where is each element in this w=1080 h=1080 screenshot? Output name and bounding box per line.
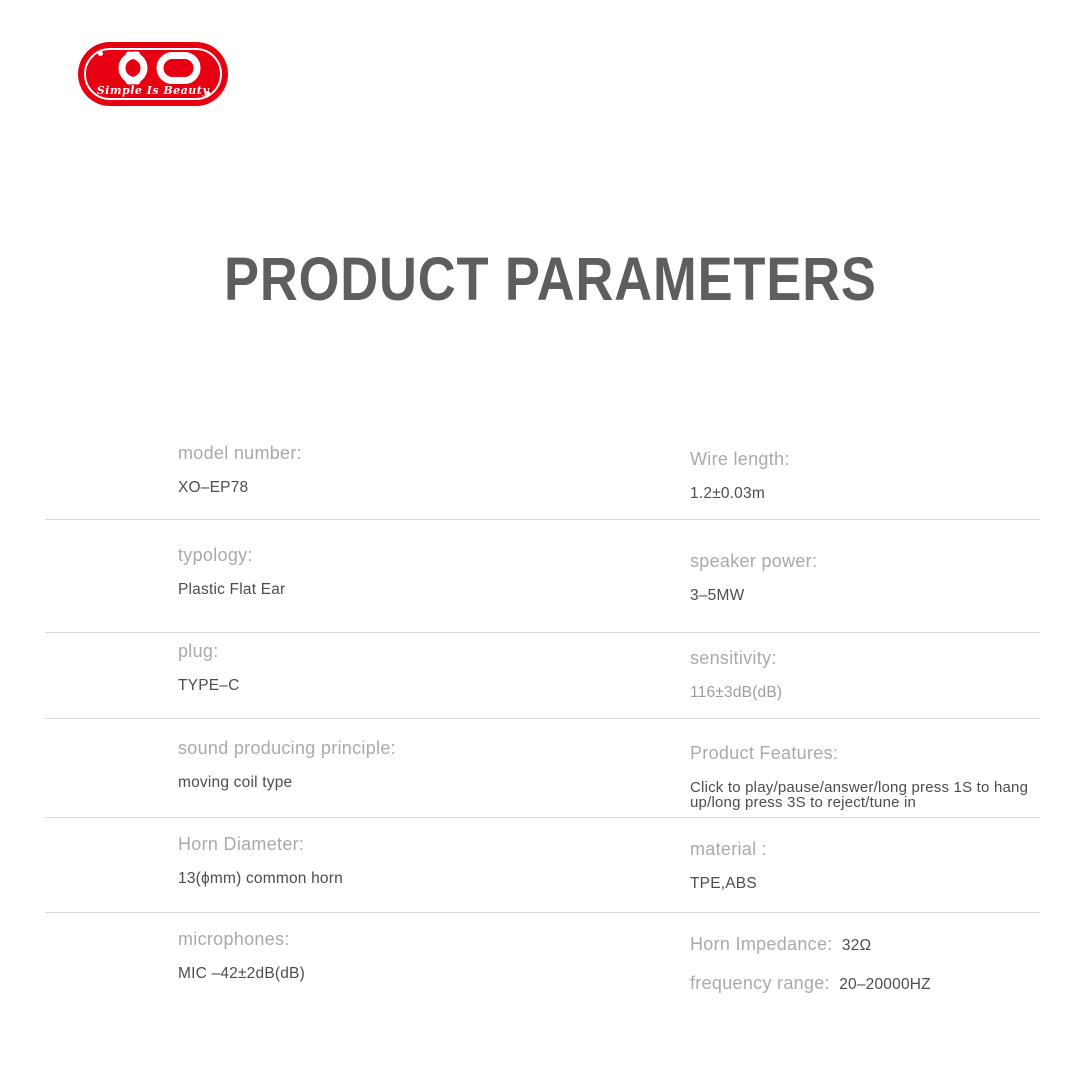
spec-impedance-frequency (690, 913, 1040, 995)
spec-material (690, 818, 1040, 892)
spec-label: sensitivity: (690, 648, 777, 668)
spec-label: typology: (178, 545, 253, 565)
spec-label: frequency range: (690, 973, 840, 993)
spec-sensitivity (690, 633, 1040, 701)
spec-label: speaker power: (690, 551, 818, 571)
spec-horn-impedance (690, 934, 1040, 956)
spec-label: model number: (178, 443, 302, 463)
spec-value: Plastic Flat Ear (178, 581, 286, 598)
spec-horn-diameter (178, 818, 648, 887)
spec-row-mic-impedance (45, 913, 1040, 1010)
spec-label: material : (690, 839, 768, 859)
spec-table (45, 430, 1040, 1010)
spec-speaker-power (690, 520, 1040, 604)
logo-dot-top-left (98, 51, 103, 56)
spec-row-horn-material (45, 818, 1040, 913)
spec-frequency-range (690, 973, 1040, 995)
spec-value: 32Ω (841, 937, 872, 954)
page-title: PRODUCT PARAMETERS (224, 245, 877, 313)
spec-sound-principle (178, 719, 648, 791)
spec-label: Wire length: (690, 449, 790, 469)
spec-value: TPE,ABS (690, 875, 757, 892)
spec-model-number (178, 430, 648, 496)
spec-label: microphones: (178, 929, 290, 949)
spec-value: 13(ϕmm) common horn (178, 870, 343, 887)
spec-plug (178, 633, 648, 694)
spec-microphones (178, 913, 648, 982)
xo-brand-mark-icon (105, 51, 201, 85)
logo-tagline: Simple Is Beauty (96, 84, 210, 97)
spec-row-principle-features (45, 719, 1040, 818)
spec-typology (178, 520, 648, 598)
spec-row-model-wire (45, 430, 1040, 520)
spec-row-typology-power (45, 520, 1040, 633)
spec-wire-length (690, 430, 1040, 502)
xo-logo (78, 42, 228, 106)
spec-value: 3–5MW (690, 587, 745, 604)
spec-label: Product Features: (690, 743, 839, 763)
spec-label: plug: (178, 641, 219, 661)
spec-value: moving coil type (178, 774, 293, 791)
spec-value: 116±3dB(dB) (690, 684, 783, 701)
spec-label: sound producing principle: (178, 738, 396, 758)
spec-value: MIC –42±2dB(dB) (178, 965, 305, 982)
spec-product-features (690, 719, 1040, 810)
spec-value: TYPE–C (178, 677, 240, 694)
spec-value: 20–20000HZ (839, 976, 931, 993)
spec-label: Horn Impedance: (690, 934, 842, 954)
spec-value: Click to play/pause/answer/long press 1S to hang up/long press 3S to reject/tune in (690, 779, 1029, 811)
spec-label: Horn Diameter: (178, 834, 305, 854)
spec-row-plug-sensitivity (45, 633, 1040, 719)
spec-value: XO–EP78 (178, 479, 249, 496)
spec-value: 1.2±0.03m (690, 485, 765, 502)
